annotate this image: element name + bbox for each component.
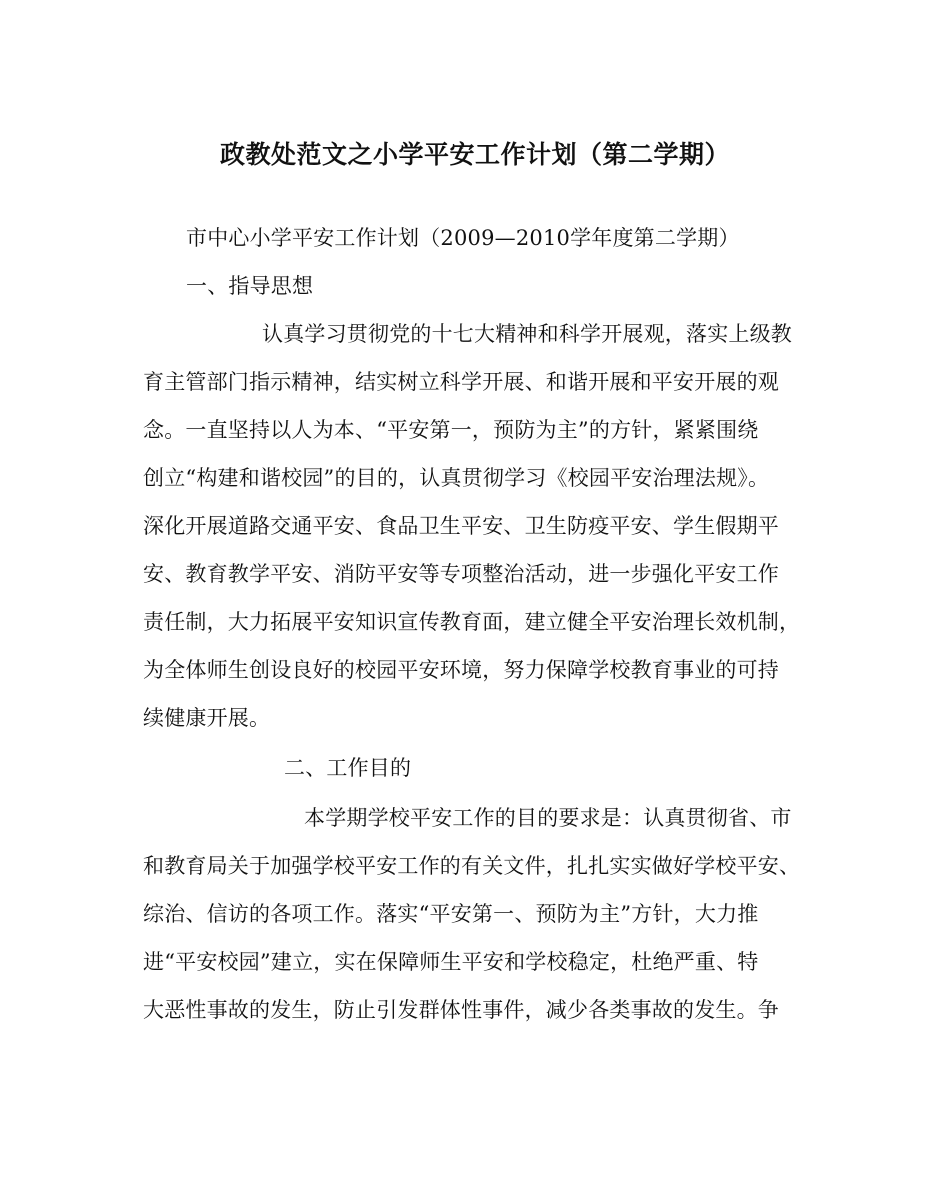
section-heading-1: 一、指导思想 bbox=[186, 274, 314, 298]
subtitle-line: 市中心小学平安工作计划（2009—2010学年度第二学期） bbox=[186, 226, 740, 250]
paragraph-line: 综治、信访的各项工作。落实“平安第一、预防为主”方针，大力推 bbox=[143, 902, 759, 926]
paragraph-line: 为全体师生创设良好的校园平安环境，努力保障学校教育事业的可持 bbox=[143, 658, 779, 682]
section-heading-2: 二、工作目的 bbox=[284, 756, 412, 780]
paragraph-line: 深化开展道路交通平安、食品卫生平安、卫生防疫平安、学生假期平 bbox=[143, 514, 779, 538]
paragraph-line: 创立“构建和谐校园”的目的，认真贯彻学习《校园平安治理法规》。 bbox=[143, 466, 770, 490]
document-title: 政教处范文之小学平安工作计划（第二学期） bbox=[219, 140, 730, 169]
paragraph-line: 念。一直坚持以人为本、“平安第一，预防为主”的方针，紧紧围绕 bbox=[143, 418, 759, 442]
paragraph-line: 进“平安校园”建立，实在保障师生平安和学校稳定，杜绝严重、特 bbox=[143, 950, 759, 974]
paragraph-line: 续健康开展。 bbox=[143, 706, 271, 730]
paragraph-line: 大恶性事故的发生，防止引发群体性事件，减少各类事故的发生。争 bbox=[143, 998, 779, 1022]
paragraph-line: 和教育局关于加强学校平安工作的有关文件，扎扎实实做好学校平安、 bbox=[143, 854, 801, 878]
paragraph-line: 责任制，大力拓展平安知识宣传教育面，建立健全平安治理长效机制， bbox=[143, 610, 801, 634]
paragraph-line: 育主管部门指示精神，结实树立科学开展、和谐开展和平安开展的观 bbox=[143, 370, 779, 394]
paragraph-line: 本学期学校平安工作的目的要求是：认真贯彻省、市 bbox=[304, 806, 792, 830]
paragraph-line: 安、教育教学平安、消防平安等专项整治活动，进一步强化平安工作 bbox=[143, 562, 779, 586]
paragraph-line: 认真学习贯彻党的十七大精神和科学开展观，落实上级教 bbox=[262, 322, 792, 346]
